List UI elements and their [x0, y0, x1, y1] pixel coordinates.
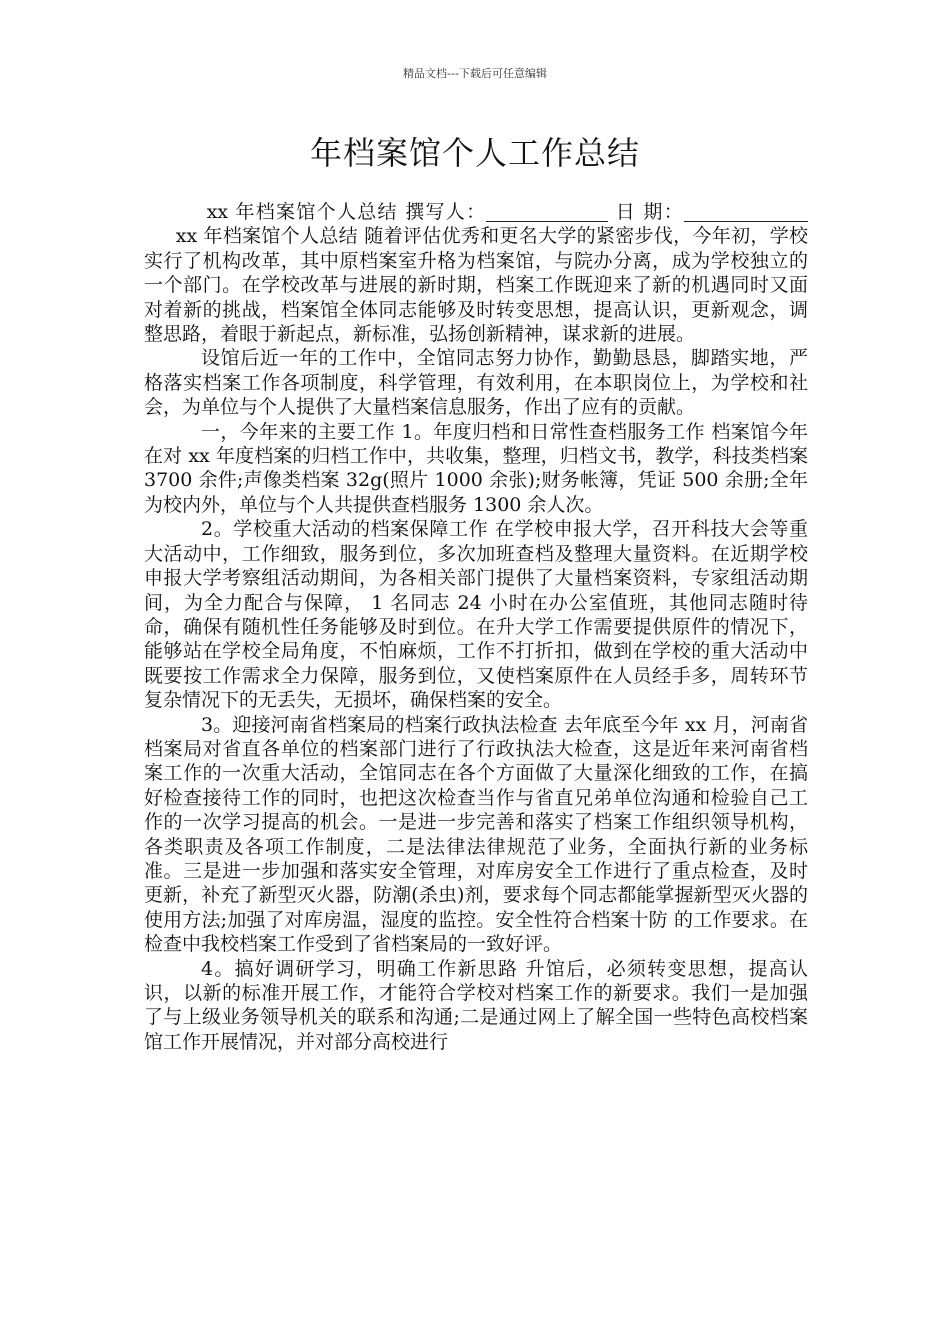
intro-paragraph: xx 年档案馆个人总结 随着评估优秀和更名大学的紧密步伐，今年初，学校实行了机构改革，其中原档案室升格为档案馆，与院办分离，成为学校独立的一个部门。在学校改革与进展的新时期，档案工作既迎来了新的机遇同时又面对着新的挑战，档案馆全体同志能够及时转变思想，提高认识，更新观念，调整思路，着眼于新起点，新标准，弘扬创新精神，谋求新的进展。: [144, 225, 809, 346]
paragraph-1: 设馆后近一年的工作中，全馆同志努力协作，勤勤恳恳，脚踏实地，严格落实档案工作各项制度，科学管理，有效利用，在本职岗位上，为学校和社会，为单位与个人提供了大量档案信息服务，作出了应有的贡献。: [144, 347, 808, 419]
paragraph-4: 3。迎接河南省档案局的档案行政执法检查 去年底至今年 xx 月，河南省档案局对省直各单位的档案部门进行了行政执法大检查，这是近年来河南省档案工作的一次重大活动，全馆同志在各个方面做了大量深化细致的工作，在搞好检查接待工作的同时，也把这次检查当作与省直兄弟单位沟通和检验自己工作的一次学习提高的机会。一是进一步完善和落实了档案工作组织领导机构，各类职责及各项工作制度，二是法律法律规范了业务，全面执行新的业务标准。三是进一步加强和落实安全管理，对库房安全工作进行了重点检查，及时更新，补充了新型灭火器，防潮(杀虫)剂，要求每个同志都能掌握新型灭火器的使用方法;加强了对库房温，湿度的监控。安全性符合档案十防 的工作要求。在检查中我校档案工作受到了省档案局的一致好评。: [144, 713, 808, 956]
paragraph-3: 2。学校重大活动的档案保障工作 在学校申报大学，召开科技大会等重大活动中，工作细致，服务到位，多次加班查档及整理大量资料。在近期学校申报大学考察组活动期间，为各相关部门提供了大量档案资料，专家组活动期间，为全力配合与保障， 1 名同志 24 小时在办公室值班，其他同志随时待命，确保有随机性任务能够及时到位。在升大学工作需要提供原件的情况下，能够站在学校全局角度，不怕麻烦，工作不打折扣，做到在学校的重大活动中既要按工作需求全力保障，服务到位，又使档案原件在人员经手多，周转环节复杂情况下的无丢失，无损坏，确保档案的安全。: [144, 518, 808, 712]
meta-line: [144, 200, 808, 346]
paragraph-5: 4。搞好调研学习，明确工作新思路 升馆后，必须转变思想，提高认识，以新的标准开展工作，才能符合学校对档案工作的新要求。我们一是加强了与上级业务领导机关的联系和沟通;二是通过网上了解全国一些特色高校档案馆工作开展情况，并对部分高校进行: [144, 957, 808, 1053]
date-label: 日 期：: [615, 201, 684, 223]
date-blank: [684, 203, 742, 222]
paragraph-2: 一，今年来的主要工作 1。年度归档和日常性查档服务工作 档案馆今年在对 xx 年度档案的归档工作中，共收集，整理，归档文书，教学，科技类档案 3700 余件;声像类档案 32g(照片 1000 余张);财务帐簿，凭证 500 余册;全年为校内外，单位与个人共提供查档服务 1300 余人次。: [144, 420, 808, 516]
date-blank-continued: [742, 203, 808, 222]
document-body: [144, 200, 808, 1054]
author-blank: [486, 203, 608, 222]
page-header: 精品文档---下载后可任意编辑: [403, 67, 547, 80]
meta-intro: xx 年档案馆个人总结 撰写人：: [206, 201, 487, 223]
document-title: 年档案馆个人工作总结: [309, 134, 640, 172]
